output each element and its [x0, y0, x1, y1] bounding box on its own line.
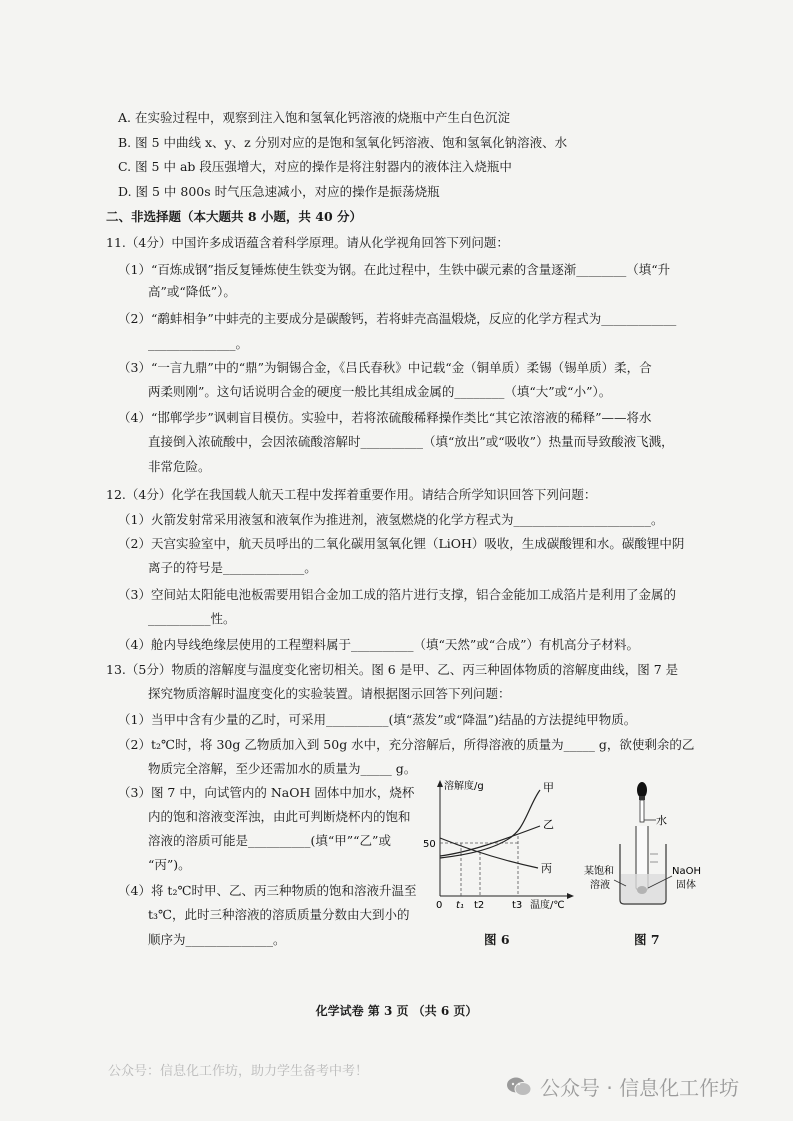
curve-label-yi: 乙 [543, 818, 554, 831]
q11-line: （4）“邯郸学步”讽刺盲目模仿。实验中，若将浓硫酸稀释操作类比“其它浓溶液的稀释”——将水 [118, 410, 652, 425]
q11-line: 直接倒入浓硫酸中，会因浓硫酸溶解时__________（填“放出”或“吸收”）热量而导致酸液飞溅， [148, 434, 674, 449]
option-c: C. 图 5 中 ab 段压强增大，对应的操作是将注射器内的液体注入烧瓶中 [118, 159, 512, 174]
q11-line: （1）“百炼成钢”指反复锤炼使生铁变为钢。在此过程中，生铁中碳元素的含量逐渐________（填“升 [118, 262, 671, 277]
q12-stem: 12.（4分）化学在我国载人航天工程中发挥着重要作用。请结合所学知识回答下列问题： [106, 487, 597, 502]
q11-line: 两柔则刚”。这句话说明合金的硬度一般比其组成金属的________（填“大”或“小”）。 [148, 384, 612, 399]
q13-p3-line: 溶液的溶质可能是__________(填“甲”“乙”或 [148, 833, 391, 848]
option-b: B. 图 5 中曲线 x、y、z 分别对应的是饱和氢氧化钙溶液、饱和氢氧化钠溶液、水 [118, 135, 568, 150]
solubility-chart [420, 776, 580, 916]
fig7-caption: 图 7 [634, 932, 660, 947]
q13-stem: 13.（5分）物质的溶解度与温度变化密切相关。图 6 是甲、乙、丙三种固体物质的溶解度曲线，图 7 是 [106, 662, 679, 677]
q11-line: 高”或“降低”）。 [148, 284, 236, 299]
curve-label-bing: 丙 [541, 862, 552, 875]
section-title: 二、非选择题（本大题共 8 小题，共 40 分） [106, 209, 363, 224]
watermark-left: 公众号：信息化工作坊，助力学生备考中考！ [108, 1064, 369, 1079]
wechat-icon [506, 1076, 532, 1098]
option-a: A. 在实验过程中，观察到注入饱和氢氧化钙溶液的烧瓶中产生白色沉淀 [118, 110, 510, 125]
page-footer: 化学试卷 第 3 页 （共 6 页） [315, 1004, 478, 1018]
watermark-right-text: 公众号 · 信息化工作坊 [540, 1076, 740, 1100]
q11-stem: 11.（4分）中国许多成语蕴含着科学原理。请从化学视角回答下列问题： [106, 235, 509, 250]
watermark-right [506, 1072, 739, 1101]
q11-line: 非常危险。 [148, 459, 211, 474]
q11-line: ______________。 [148, 336, 249, 351]
dropper-neck [639, 796, 645, 800]
q13-p3-line: 内的饱和溶液变浑浊，由此可判断烧杯内的饱和 [148, 809, 411, 824]
y-axis-label: 溶解度/g [444, 781, 484, 792]
solution-label-1: 某饱和 [584, 866, 614, 877]
water-label: 水 [656, 814, 667, 827]
q11-line: （2）“鹬蚌相争”中蚌壳的主要成分是碳酸钙，若将蚌壳高温煅烧，反应的化学方程式为____________ [118, 311, 677, 326]
q11-line: （3）“一言九鼎”中的“鼎”为铜锡合金，《吕氏春秋》中记载“金（铜单质）柔锡（锡单质）柔，合 [118, 360, 652, 375]
q13-line: （1）当甲中含有少量的乙时，可采用__________(填“蒸发”或“降温”)结晶的方法提纯甲物质。 [118, 712, 637, 727]
curve-label-jia: 甲 [543, 781, 554, 794]
x-tick-t2: t2 [474, 900, 485, 911]
curve-jia [440, 790, 540, 858]
solution-label-2: 溶液 [590, 880, 610, 891]
option-d: D. 图 5 中 800s 时气压急速减小，对应的操作是振荡烧瓶 [118, 184, 440, 199]
y-tick-50: 50 [423, 839, 436, 850]
q13-p4-line: （4）将 t₂℃时甲、乙、丙三种物质的饱和溶液升温至 [118, 883, 417, 898]
q13-stem: 探究物质溶解时温度变化的实验装置。请根据图示回答下列问题： [148, 686, 511, 701]
dropper-bulb [637, 782, 647, 798]
solid-label-2: 固体 [676, 880, 696, 891]
solid-label-1: NaOH [672, 866, 701, 877]
x-axis-arrow [567, 893, 574, 899]
q13-p3-line: “丙”)。 [148, 857, 191, 872]
q13-line: 物质完全溶解，至少还需加水的质量为_____ g。 [148, 761, 417, 776]
beaker-liquid [621, 874, 665, 903]
x-axis-label: 温度/℃ [530, 900, 565, 911]
x-tick-t1: t₁ [456, 900, 464, 911]
q12-line: __________性。 [148, 611, 236, 626]
q12-line: （1）火箭发射常采用液氢和液氧作为推进剂，液氢燃烧的化学方程式为______________________。 [118, 512, 664, 527]
apparatus-diagram [580, 776, 730, 916]
x-tick-t3: t3 [512, 900, 523, 911]
curve-yi [440, 826, 540, 856]
q13-line: （2）t₂℃时，将 30g 乙物质加入到 50g 水中，充分溶解后，所得溶液的质量为_____ g，欲使剩余的乙 [118, 737, 695, 752]
x-tick-0: 0 [436, 900, 443, 911]
q12-line: 离子的符号是_____________。 [148, 560, 317, 575]
y-axis-arrow [437, 780, 443, 787]
q13-p3-line: （3）图 7 中，向试管内的 NaOH 固体中加水，烧杯 [118, 785, 415, 800]
q13-p4-line: t₃℃，此时三种溶液的溶质质量分数由大到小的 [148, 907, 410, 922]
q12-line: （4）舱内导线绝缘层使用的工程塑料属于__________（填“天然”或“合成”）有机高分子材料。 [118, 637, 640, 652]
q13-p4-line: 顺序为______________。 [148, 932, 286, 947]
q12-line: （2）天宫实验室中，航天员呼出的二氧化碳用氢氧化锂（LiOH）吸收，生成碳酸锂和水。碳酸锂中阴 [118, 536, 685, 551]
q12-line: （3）空间站太阳能电池板需要用铝合金加工成的箔片进行支撑，铝合金能加工成箔片是利用了金属的 [118, 587, 676, 602]
fig6-caption: 图 6 [484, 932, 510, 947]
dropper-tube [640, 800, 644, 822]
